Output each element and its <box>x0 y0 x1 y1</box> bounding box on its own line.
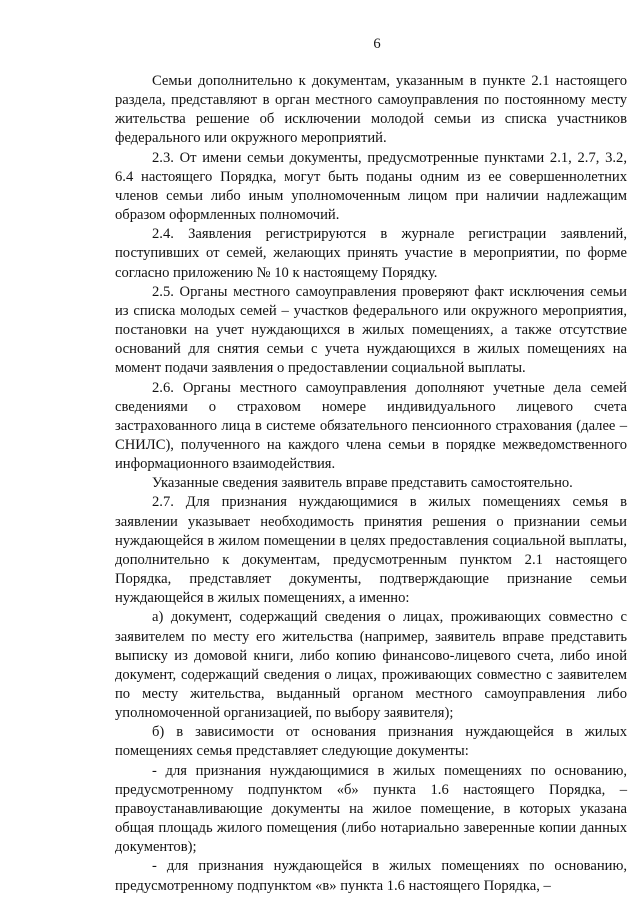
paragraph-2-7: 2.7. Для признания нуждающимися в жилых помещениях семья в заявлении указывает необходимость принятия решения о признании семьи нуждающейся в жилом помещении в целях предоставления социальной выплаты, дополнительно к документам, предусмотренным пунктом 2.1 настоящего Порядка, представляет документы, подтверждающие признание семьи нуждающейся в жилых помещениях, а именно: <box>115 494 627 607</box>
paragraph-2-2-continuation: Семьи дополнительно к документам, указанным в пункте 2.1 настоящего раздела, представляют в орган местного самоуправления по постоянному месту жительства решение об исключении молодой семьи из списка участников федерального или окружного мероприятий. <box>115 73 627 147</box>
subitem-b: б) в зависимости от основания признания нуждающейся в жилых помещениях семья представляет следующие документы: <box>115 724 627 760</box>
paragraph-2-5: 2.5. Органы местного самоуправления проверяют факт исключения семьи из списка молодых семей – участков федерального или окружного мероприятия, постановки на учет нуждающихся в жилых помещениях, а также отсутствие оснований для снятия семьи с учета нуждающихся в жилых помещениях на момент подачи заявления о предоставлении социальной выплаты. <box>115 283 627 377</box>
paragraph-2-4: 2.4. Заявления регистрируются в журнале регистрации заявлений, поступивших от семей, желающих принять участие в мероприятии, по форме согласно приложению № 10 к настоящему Порядку. <box>115 226 627 281</box>
list-item-basis-b: - для признания нуждающимися в жилых помещениях по основанию, предусмотренному подпунктом «б» пункта 1.6 настоящего Порядка, – правоустанавливающие документы на жилое помещение, в которых указана общая площадь жилого помещения (либо нотариально заверенные копии данных документов); <box>115 762 627 856</box>
paragraph-2-3: 2.3. От имени семьи документы, предусмотренные пунктами 2.1, 2.7, 3.2, 6.4 настоящего Порядка, могут быть поданы одним из ее совершеннолетних членов семьи либо иным уполномоченным лицом при наличии надлежащим образом оформленных полномочий. <box>115 149 627 224</box>
list-item-basis-v: - для признания нуждающейся в жилых помещениях по основанию, предусмотренному подпунктом «в» пункта 1.6 настоящего Порядка, – <box>115 858 627 894</box>
paragraph-2-6: 2.6. Органы местного самоуправления дополняют учетные дела семей сведениями о страховом номере индивидуального лицевого счета застрахованного лица в системе обязательного пенсионного страхования (далее – СНИЛС), полученного на каждого члена семьи в порядке межведомственного информационного взаимодействия. <box>115 379 627 473</box>
paragraph-2-6-note: Указанные сведения заявитель вправе представить самостоятельно. <box>152 475 573 492</box>
page-number: 6 <box>373 36 381 52</box>
subitem-a: а) документ, содержащий сведения о лицах, проживающих совместно с заявителем по месту его жительства (например, заявитель вправе представить выписку из домовой книги, либо копию финансово-лицевого счета, либо иной документ, содержащий сведения о лицах, проживающих совместно с заявителем по месту жительства, выданный органом местного самоуправления либо уполномоченной организацией, по выбору заявителя); <box>115 609 627 722</box>
